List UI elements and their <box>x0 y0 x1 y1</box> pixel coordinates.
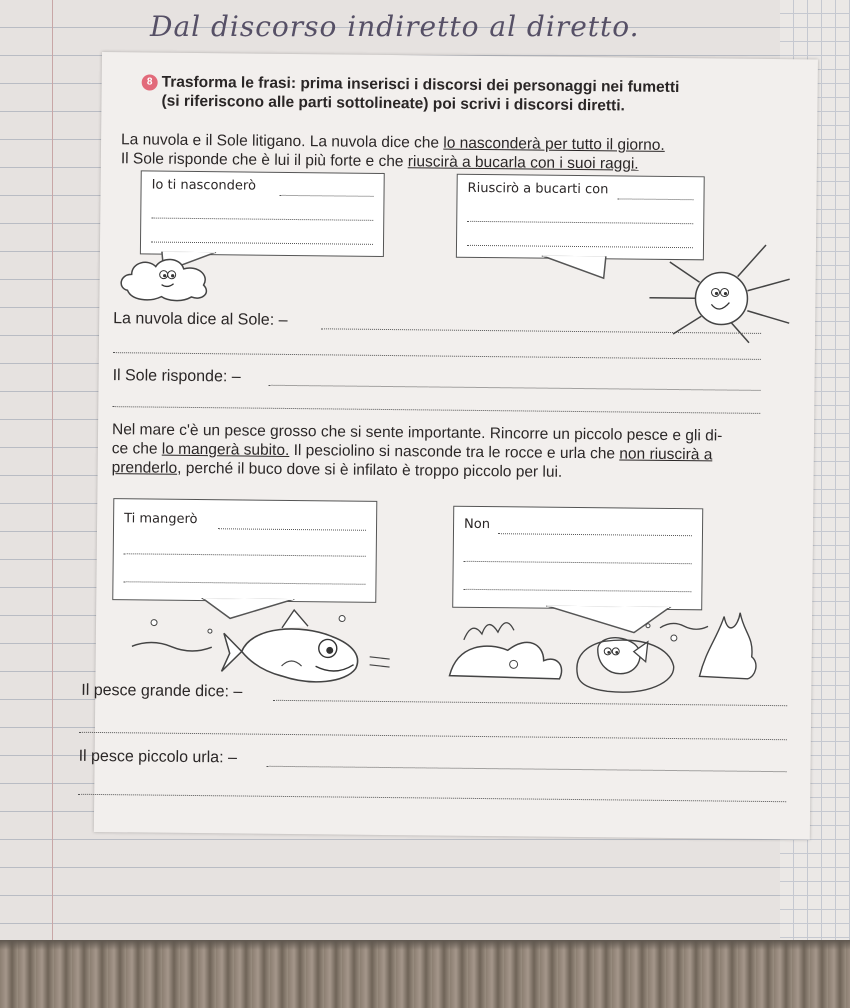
bubble-prompt: Io ti nasconderò <box>151 177 257 194</box>
answer-line[interactable] <box>269 385 761 391</box>
answer-line[interactable] <box>78 794 786 802</box>
answer-label: La nuvola dice al Sole: – <box>113 310 288 329</box>
bubble-answer-line[interactable] <box>124 553 366 557</box>
bubble-answer-line[interactable] <box>617 198 693 200</box>
story-2-line-1: Nel mare c'è un pesce grosso che si sente importante. Rincorre un piccolo pesce e gli di- <box>111 421 723 445</box>
bubble-answer-line[interactable] <box>151 242 373 245</box>
rug-shadow <box>0 940 850 950</box>
story-2-text <box>112 420 803 484</box>
answer-label: Il pesce grande dice: – <box>81 681 243 701</box>
instruction-line-2: (si riferiscono alle parti sottolineate) poi scrivi i discorsi diretti. <box>161 92 625 115</box>
small-fish-illustration <box>447 604 768 702</box>
exercise-number-badge: 8 <box>142 74 158 90</box>
bubble-prompt: Riuscirò a bucarti con <box>467 180 609 198</box>
instruction-line-1: Trasforma le frasi: prima inserisci i discorsi dei personaggi nei fumetti <box>161 73 680 97</box>
story-2-line-2-middle: Il pesciolino si nasconde tra le rocce e urla che <box>289 441 620 463</box>
bubble-answer-line[interactable] <box>123 581 365 585</box>
answer-line[interactable] <box>79 732 787 740</box>
underlined-phrase: non riuscirà a <box>619 445 713 464</box>
bubble-answer-line[interactable] <box>151 218 373 221</box>
answer-label: Il Sole risponde: – <box>112 367 241 386</box>
answer-line[interactable] <box>113 352 761 360</box>
notebook-margin-line <box>52 0 53 940</box>
story-1-line-1-text: La nuvola e il Sole litigano. La nuvola dice che <box>120 131 444 152</box>
underlined-phrase: lo mangerà subito. <box>161 440 290 459</box>
answer-line[interactable] <box>267 766 787 772</box>
rug-background <box>0 940 850 1008</box>
small-fish-speech-bubble[interactable] <box>452 506 703 611</box>
worksheet <box>78 52 818 839</box>
bubble-answer-line[interactable] <box>218 528 366 531</box>
answer-label: Il pesce piccolo urla: – <box>78 747 238 767</box>
bubble-tail-right <box>540 256 610 281</box>
story-1-text <box>121 130 801 175</box>
underlined-phrase: riuscirà a bucarla con i suoi raggi. <box>407 153 639 173</box>
bubble-answer-line[interactable] <box>463 589 691 592</box>
bubble-answer-line[interactable] <box>280 195 374 197</box>
cloud-illustration <box>117 252 218 303</box>
exercise-instruction <box>161 73 781 117</box>
answer-line[interactable] <box>112 406 760 414</box>
bubble-answer-line[interactable] <box>498 533 692 536</box>
story-2-line-2-text: ce che <box>111 440 162 458</box>
bubble-answer-line[interactable] <box>467 221 693 224</box>
bubble-prompt: Ti mangerò <box>124 511 198 528</box>
big-fish-speech-bubble[interactable] <box>112 498 377 603</box>
bubble-prompt: Non <box>463 516 491 533</box>
story-1-line-2-text: Il Sole risponde che è lui il più forte e che <box>120 150 408 171</box>
handwritten-heading: Dal discorso indiretto al diretto. <box>150 10 640 43</box>
underlined-phrase: prenderlo <box>111 459 178 477</box>
cloud-speech-bubble[interactable] <box>140 170 385 257</box>
story-2-line-3-text: , perché il buco dove si è infilato è troppo piccolo per lui. <box>177 459 563 481</box>
bubble-answer-line[interactable] <box>464 561 692 564</box>
underlined-phrase: lo nasconderà per tutto il giorno. <box>443 134 665 154</box>
